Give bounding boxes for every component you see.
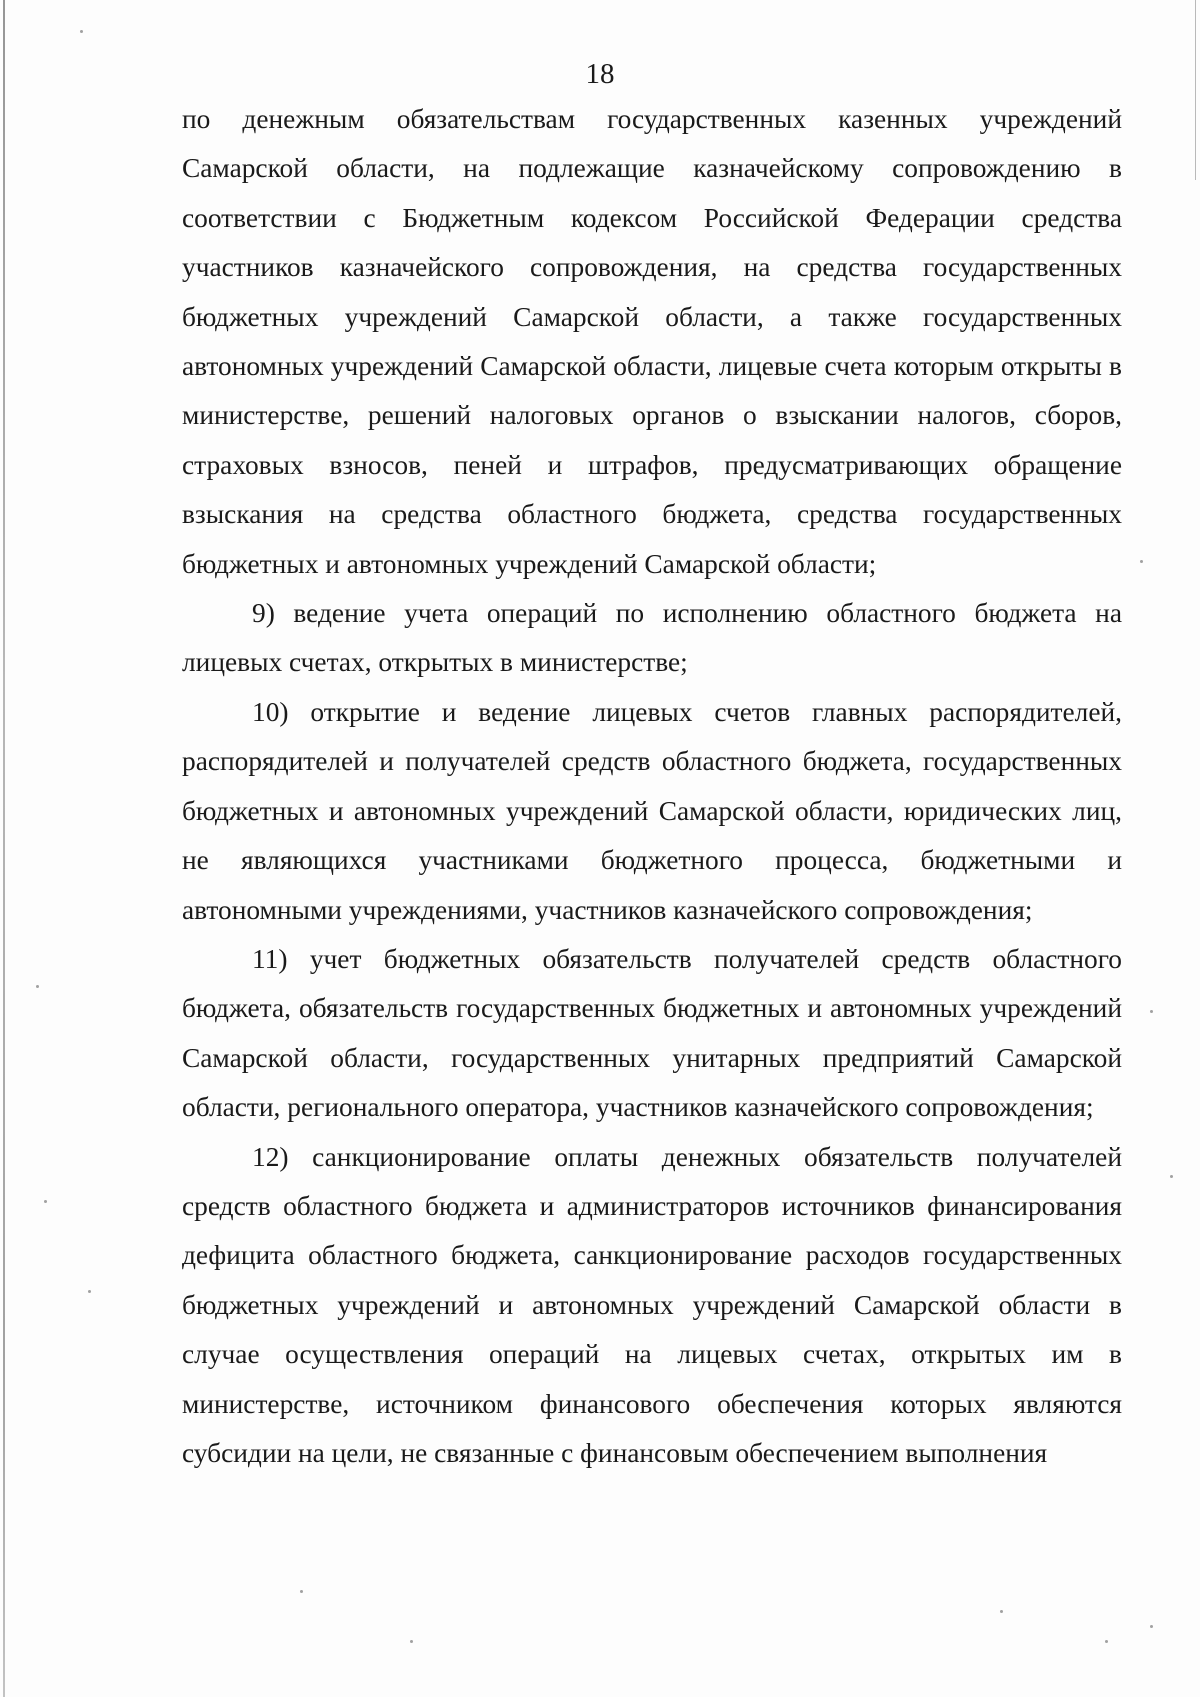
paragraph-continuation: по денежным обязательствам государственных казенных учреждений Самарской области, на подлежащие казначейскому сопровождению в соответствии с Бюджетным кодексом Российской Федерации средства участников казначейского сопровождения, на средства государственных бюджетных учреждений Самарской области, а также государственных автономных учреждений Самарской области, лицевые счета которым открыты в министерстве, решений налоговых органов о взыскании налогов, сборов, страховых взносов, пеней и штрафов, предусматривающих обращение взыскания на средства областного бюджета, средства государственных бюджетных и автономных учреждений Самарской области;: [182, 104, 1122, 579]
scan-speck: [1140, 560, 1143, 563]
paragraph-item-12: 12) санкционирование оплаты денежных обязательств получателей средств областного бюджета и администраторов источников финансирования дефицита областного бюджета, санкционирование расходов государственных бюджетных учреждений и автономных учреждений Самарской области в случае осуществления операций на лицевых счетах, открытых им в министерстве, источником финансового обеспечения которых являются субсидии на цели, не связанные с финансовым обеспечением выполнения: [182, 1141, 1122, 1468]
paragraph-item-10: 10) открытие и ведение лицевых счетов главных распорядителей, распорядителей и получателей средств областного бюджета, государственных бюджетных и автономных учреждений Самарской области, юридических лиц, не являющихся участниками бюджетного процесса, бюджетными и автономными учреждениями, участников казначейского сопровождения;: [182, 696, 1122, 925]
scan-speck: [88, 1290, 91, 1293]
scan-speck: [1000, 1610, 1003, 1613]
scan-speck: [1150, 1010, 1153, 1013]
scan-speck: [300, 1590, 303, 1593]
scan-speck: [36, 985, 39, 988]
scan-left-edge: [3, 0, 5, 1697]
scan-speck: [80, 30, 83, 33]
paragraph-item-9: 9) ведение учета операций по исполнению областного бюджета на лицевых счетах, открытых в министерстве;: [182, 598, 1122, 678]
scan-speck: [44, 1200, 47, 1203]
scan-speck: [1170, 1175, 1173, 1178]
scan-speck: [410, 1640, 413, 1643]
document-body: [182, 95, 1122, 1478]
scan-speck: [1150, 1625, 1153, 1628]
page-number: 18: [585, 58, 615, 90]
scan-speck: [1105, 1640, 1108, 1643]
paragraph-item-11: 11) учет бюджетных обязательств получателей средств областного бюджета, обязательств государственных бюджетных и автономных учреждений Самарской области, государственных унитарных предприятий Самарской области, регионального оператора, участников казначейского сопровождения;: [182, 943, 1122, 1123]
